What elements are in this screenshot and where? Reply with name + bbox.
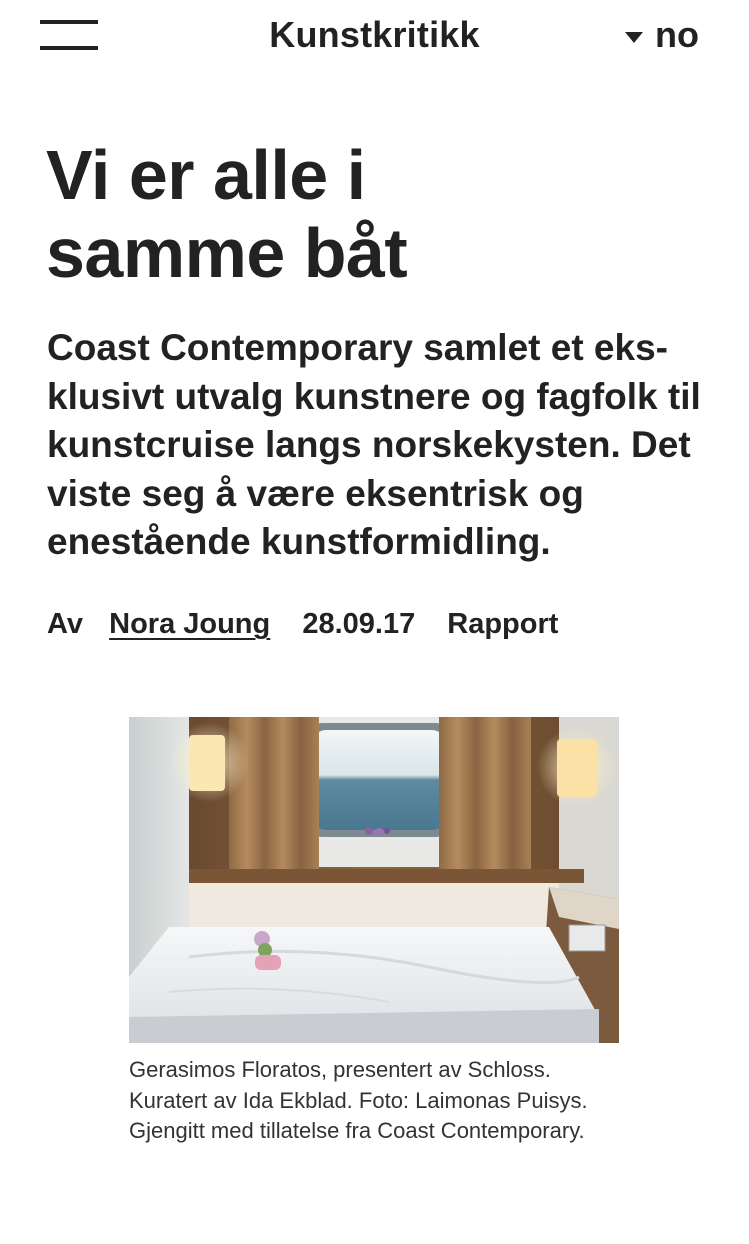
language-label: no	[655, 14, 699, 55]
figure-caption: Gerasimos Floratos, presentert av Schloss. Kuratert av Ida Ekblad. Foto: Laimonas Puisys. Gjengitt med tillatelse fra Coast Contemporary.	[129, 1057, 588, 1143]
byline-prefix: Av	[47, 608, 83, 640]
byline	[47, 604, 558, 644]
menu-bar-top	[40, 20, 98, 24]
menu-bar-bottom	[40, 46, 98, 50]
site-header	[0, 0, 749, 72]
hamburger-menu-icon[interactable]	[40, 20, 98, 52]
ship-cabin-photo	[129, 717, 619, 1043]
article-figure	[129, 717, 619, 1147]
language-switcher[interactable]	[625, 14, 699, 56]
publish-date: 28.09.17	[302, 608, 416, 640]
article-lead: Coast Contemporary samlet et eks-klusivt utvalg kunstnere og fagfolk til kunstcruise langs norskekysten. Det viste seg å være eksentrisk og enestående kunstformidling.	[47, 327, 701, 562]
article-title-line-2: samme båt	[46, 214, 408, 292]
caret-down-icon	[625, 32, 643, 43]
author-link[interactable]: Nora Joung	[109, 608, 271, 640]
article-title	[46, 136, 706, 292]
article-title-line-1: Vi er alle i	[46, 136, 366, 214]
site-title[interactable]: Kunstkritikk	[269, 14, 480, 55]
category-label[interactable]: Rapport	[447, 608, 559, 640]
